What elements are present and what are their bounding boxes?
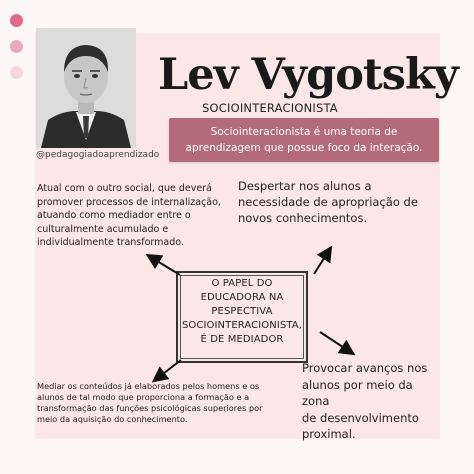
- note-top-right-line-3: novos conhecimentos.: [238, 211, 368, 225]
- arrow-to-bottom-right: [320, 332, 352, 353]
- note-bottom-right-line-2: alunos por meio da zona: [302, 377, 413, 408]
- note-top-left-line-3: atuando como mediador entre o: [37, 210, 191, 221]
- note-bottom-right-line-4: proximal.: [302, 427, 356, 441]
- arrow-to-top-right: [314, 249, 330, 274]
- note-bottom-left-line-2: alunos de tal modo que proporciona a formação e a: [37, 392, 250, 402]
- note-top-left-line-2: promover processos de internalização,: [37, 196, 221, 208]
- page-subtitle: SOCIOINTERACIONISTA: [202, 101, 338, 115]
- author-handle: @pedagogiadoaprendizado: [36, 150, 160, 160]
- note-bottom-right-line-1: Provocar avanços nos: [302, 361, 428, 375]
- note-top-right-line-2: necessidade de apropriação de: [238, 195, 418, 209]
- center-line-4: SOCIOINTERACIONISTA,: [181, 320, 303, 331]
- note-bottom-right-line-3: de desenvolvimento: [302, 410, 419, 425]
- center-line-1: O PAPEL DO: [211, 278, 273, 289]
- arrow-to-bottom-left: [155, 360, 181, 380]
- page-title: Lev Vygotsky: [158, 50, 458, 100]
- center-line-5: É DE MEDIADOR: [200, 334, 284, 345]
- arrow-to-top-left: [149, 256, 180, 275]
- note-top-left-line-1: Atual com o outro social, que deverá: [37, 183, 212, 194]
- center-line-2: EDUCADORA NA: [200, 292, 284, 303]
- note-bottom-left-line-3: transformação das funções psicológicas superiores por: [37, 403, 263, 413]
- note-top-left-line-5: individualmente transformado.: [37, 237, 184, 248]
- note-bottom-left-line-1: Mediar os conteúdos já elaborados pelos homens e os: [37, 381, 260, 391]
- note-top-left-line-4: culturalmente acumulado e: [37, 223, 169, 235]
- banner-line-2: aprendizagem que possue foco da interação.: [185, 142, 423, 154]
- banner-line-1: Sociointeracionista é uma teoria de: [210, 126, 398, 138]
- note-bottom-left-line-4: meio da aquisição do conhecimento.: [37, 414, 188, 424]
- note-top-right-line-1: Despertar nos alunos a: [238, 179, 372, 193]
- center-line-3: PESPECTIVA: [211, 306, 273, 317]
